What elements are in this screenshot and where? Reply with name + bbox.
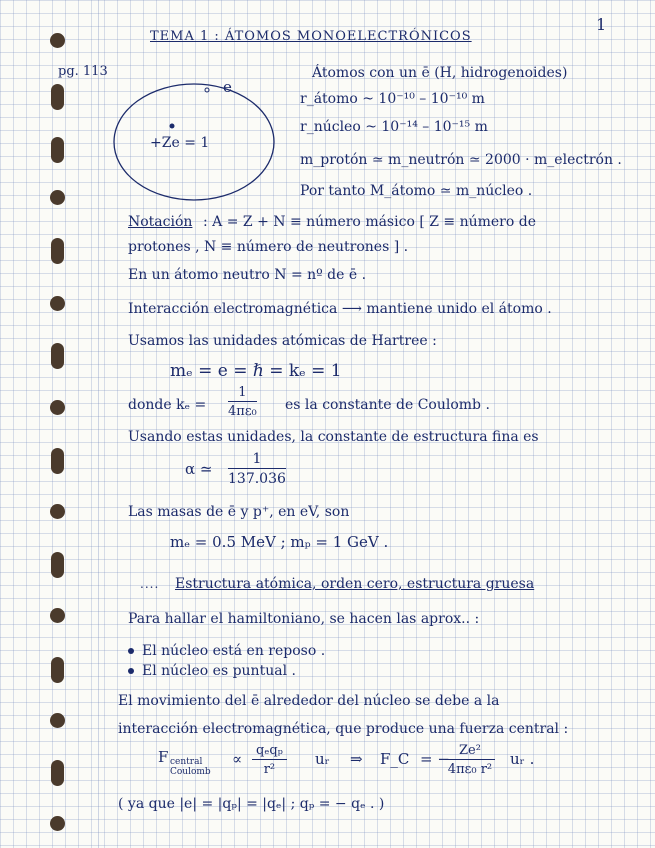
alpha-fraction xyxy=(228,452,286,486)
binder-hole xyxy=(51,552,64,578)
implies-symbol: ⇒ xyxy=(350,750,363,768)
notation-line: protones , N ≡ número de neutrones ] . xyxy=(128,239,409,255)
fraction-numerator: 1 xyxy=(228,386,257,402)
section-intro: Para hallar el hamiltoniano, se hacen las aprox.. : xyxy=(128,611,480,627)
masses-ev-eq: mₑ = 0.5 MeV ; mₚ = 1 GeV . xyxy=(170,533,389,551)
binder-hole xyxy=(51,657,64,683)
binder-hole xyxy=(50,33,65,48)
binder-hole xyxy=(51,448,64,474)
binder-hole xyxy=(50,713,65,728)
binder-hole xyxy=(50,504,65,519)
bullet-dot xyxy=(128,648,134,654)
bullet-dot xyxy=(128,668,134,674)
fraction-numerator: 1 xyxy=(228,452,286,469)
page-title: TEMA 1 : ÁTOMOS MONOELECTRÓNICOS xyxy=(150,29,472,44)
coulomb-force-symbol: F_C xyxy=(380,750,410,768)
bullet-item xyxy=(128,664,296,678)
page-number: 1 xyxy=(596,15,607,34)
equals-minus: = − xyxy=(420,750,450,768)
radius-nucleus: r_núcleo ~ 10⁻¹⁴ – 10⁻¹⁵ m xyxy=(300,119,488,135)
binder-hole xyxy=(51,760,64,786)
binder-hole xyxy=(50,400,65,415)
alpha-label: α ≃ xyxy=(185,460,213,478)
coulomb-const-fraction xyxy=(228,386,257,418)
binder-hole xyxy=(51,84,64,110)
fine-structure-intro: Usando estas unidades, la constante de estructura fina es xyxy=(128,429,539,445)
interaction-line: Interacción electromagnética ⟶ mantiene unido el átomo . xyxy=(128,301,552,317)
margin-line xyxy=(98,0,99,848)
bullet-item xyxy=(128,644,325,658)
proportional-symbol: ∝ xyxy=(232,750,243,768)
bullet-text: El núcleo es puntual . xyxy=(142,663,296,679)
mass-conclusion: Por tanto M_átomo ≃ m_núcleo . xyxy=(300,183,533,199)
binder-hole xyxy=(51,238,64,264)
fraction-denominator: 4πε₀ xyxy=(228,404,257,419)
footnote-line: ( ya que |e| = |qₚ| = |qₑ| ; qₚ = − qₑ . ) xyxy=(118,796,385,812)
bullet-text: El núcleo está en reposo . xyxy=(142,643,326,659)
electron-label: e xyxy=(223,78,232,96)
binder-hole xyxy=(51,343,64,369)
binder-hole xyxy=(50,816,65,831)
notation-label: Notación xyxy=(128,214,193,230)
mass-relation: m_protón ≃ m_neutrón ≃ 2000 · m_electrón . xyxy=(300,152,622,168)
binder-hole xyxy=(50,296,65,311)
fraction-denominator: 4πε₀ r² xyxy=(447,762,493,777)
force-fraction xyxy=(252,744,287,776)
force-symbol: F xyxy=(158,748,169,766)
page-reference: pg. 113 xyxy=(58,64,108,79)
force-subscript: central Coulomb xyxy=(170,757,211,777)
binder-hole xyxy=(50,190,65,205)
unit-vector: uᵣ xyxy=(315,750,330,768)
section-dots: .... xyxy=(140,577,160,591)
hartree-units-eq: mₑ = e = ℏ = kₑ = 1 xyxy=(170,361,342,381)
fraction-denominator: r² xyxy=(263,762,276,777)
motion-line: interacción electromagnética, que produce una fuerza central : xyxy=(118,721,569,737)
notation-line: : A = Z + N ≡ número másico [ Z ≡ número de xyxy=(203,214,536,230)
fraction-numerator: Ze² xyxy=(445,744,495,760)
section-title: Estructura atómica, orden cero, estructura gruesa xyxy=(175,576,535,592)
motion-line: El movimiento del ē alrededor del núcleo se debe a la xyxy=(118,693,500,709)
nucleus-label: +Ze = 1 xyxy=(150,135,210,151)
hartree-intro: Usamos las unidades atómicas de Hartree : xyxy=(128,333,437,349)
neutral-atom-line: En un átomo neutro N = nº de ē . xyxy=(128,267,367,283)
coulomb-fraction xyxy=(445,744,495,776)
unit-vector: uᵣ . xyxy=(510,750,535,768)
binder-hole xyxy=(50,608,65,623)
fraction-numerator: qₑqₚ xyxy=(252,744,287,760)
binder-hole xyxy=(51,137,64,163)
intro-line: Átomos con un ē (H, hidrogenoides) xyxy=(312,65,568,81)
coulomb-const-label: donde kₑ = xyxy=(128,397,207,413)
coulomb-const-desc: es la constante de Coulomb . xyxy=(285,397,490,413)
radius-atom: r_átomo ~ 10⁻¹⁰ – 10⁻¹⁰ m xyxy=(300,91,485,107)
fraction-denominator: 137.036 xyxy=(228,471,286,487)
masses-ev-intro: Las masas de ē y p⁺, en eV, son xyxy=(128,504,350,520)
